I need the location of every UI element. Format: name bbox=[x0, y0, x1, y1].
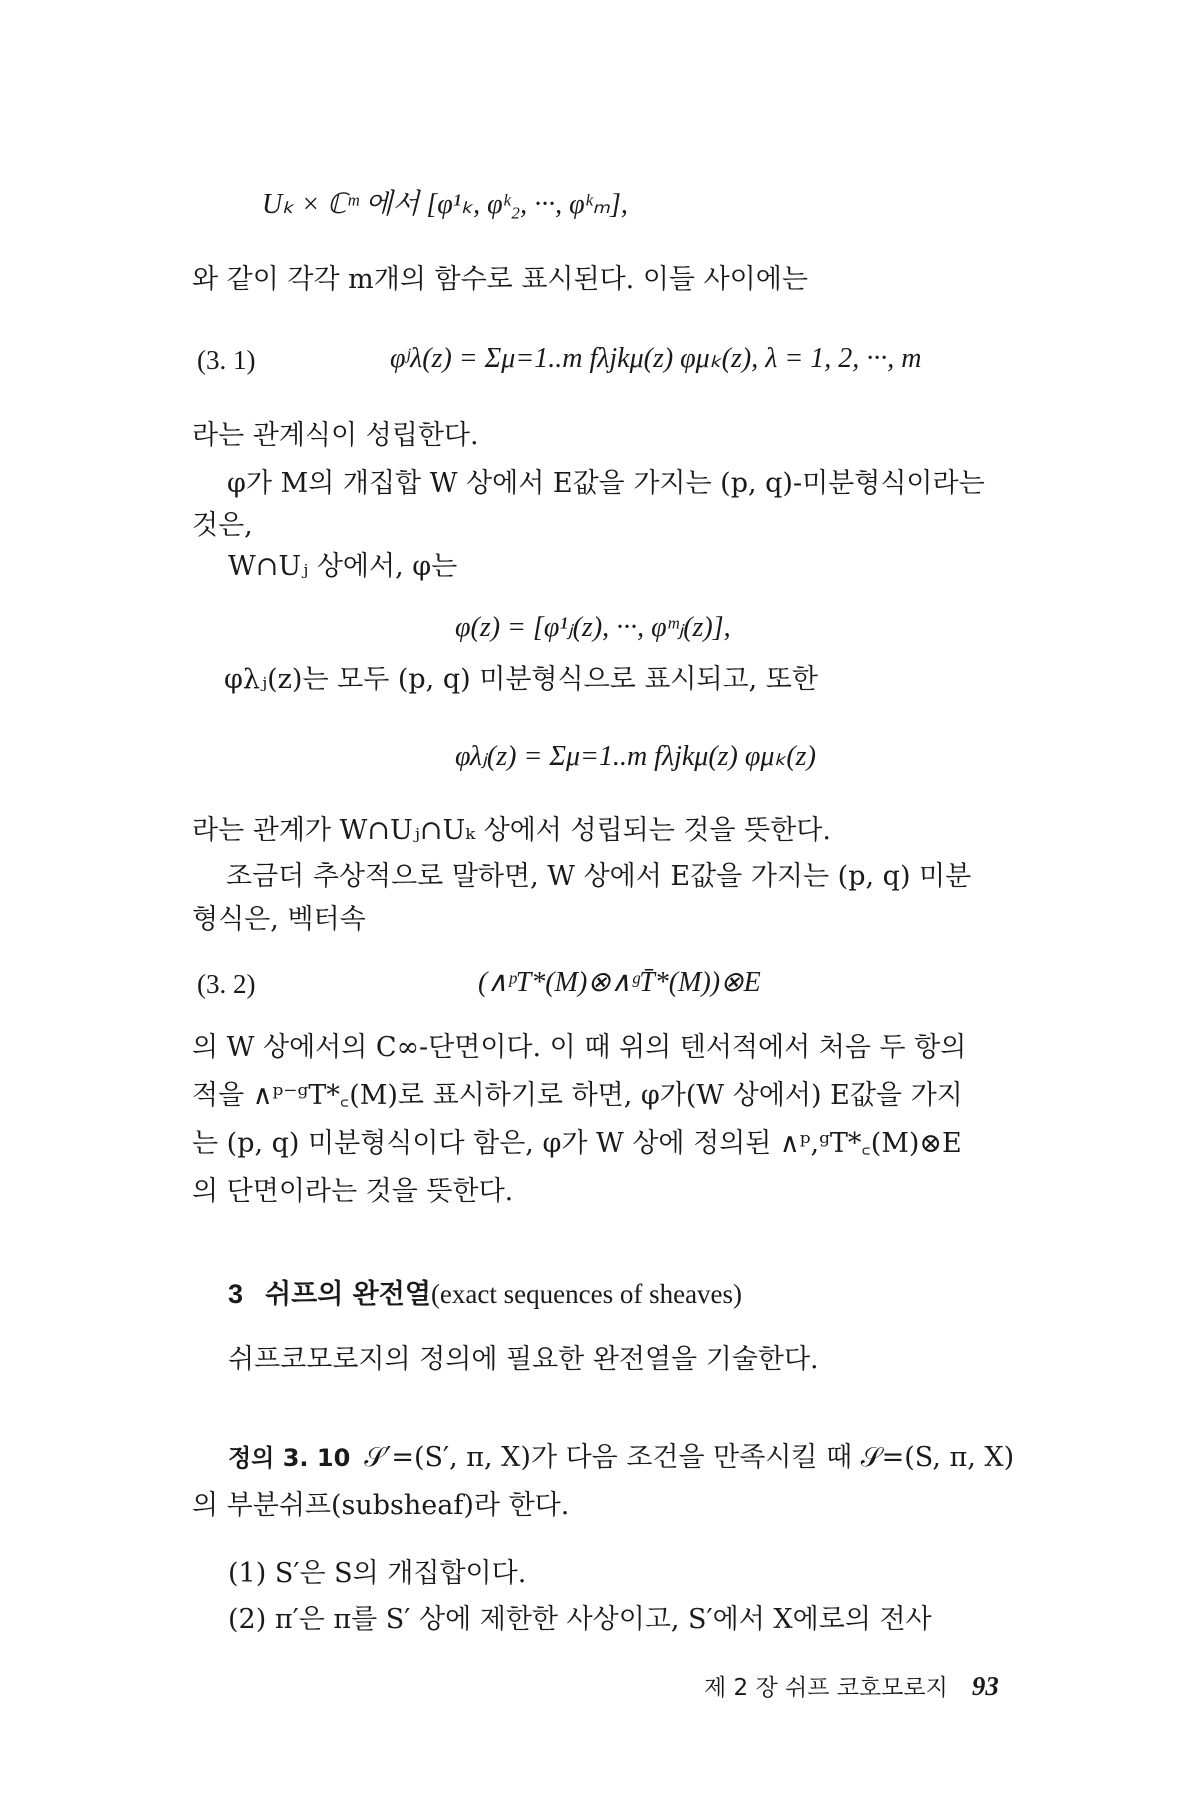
definition-label: 정의 3. 10 bbox=[228, 1444, 351, 1472]
equation-3-2: (∧ᵖT*(M)⊗∧ᵍT̄*(M))⊗E bbox=[478, 967, 761, 998]
body-text-line: 는 (p, q) 미분형식이다 함은, φ가 W 상에 정의된 ∧ᵖ,ᵍT*꜀(M)⊗E bbox=[192, 1128, 962, 1159]
definition-first-line bbox=[228, 1442, 1014, 1474]
equation-number: (3. 1) bbox=[197, 345, 256, 375]
body-text-line: 의 W 상에서의 C∞-단면이다. 이 때 위의 텐서적에서 처음 두 항의 bbox=[192, 1032, 967, 1063]
body-text-line: 것은, bbox=[192, 510, 253, 541]
section-number: 3 bbox=[228, 1279, 244, 1309]
body-text-line: W∩Uⱼ 상에서, φ는 bbox=[228, 551, 458, 582]
equation-phi: φ(z) = [φ¹ⱼ(z), ···, φᵐⱼ(z)], bbox=[455, 612, 731, 643]
body-text-line: 적을 ∧ᵖ⁻ᵍT*꜀(M)로 표시하기로 하면, φ가(W 상에서) E값을 가지 bbox=[192, 1080, 963, 1111]
equation-3-1: φʲλ(z) = Σμ=1..m fλjkμ(z) φμₖ(z), λ = 1, 2, ···, m bbox=[390, 343, 922, 374]
definition-item: (2) π′은 π를 S′ 상에 제한한 사상이고, S′에서 X에로의 전사 bbox=[228, 1604, 932, 1635]
running-head: 제 2 장 쉬프 코호모로지 bbox=[704, 1675, 948, 1701]
body-text-line: φλⱼ(z)는 모두 (p, q) 미분형식으로 표시되고, 또한 bbox=[224, 664, 818, 695]
definition-text: 𝒮′=(S′, π, X)가 다음 조건을 만족시킬 때 𝒮=(S, π, X) bbox=[364, 1442, 1015, 1473]
section-heading bbox=[228, 1278, 742, 1311]
body-text-line: 형식은, 벡터속 bbox=[192, 904, 366, 935]
body-text-line: 라는 관계가 W∩Uⱼ∩Uₖ 상에서 성립되는 것을 뜻한다. bbox=[192, 815, 831, 846]
equation-phi-sum: φλⱼ(z) = Σμ=1..m fλjkμ(z) φμₖ(z) bbox=[455, 741, 816, 772]
body-text-line: 라는 관계식이 성립한다. bbox=[192, 420, 479, 451]
section-intro: 쉬프코모로지의 정의에 필요한 완전열을 기술한다. bbox=[228, 1344, 819, 1375]
page-footer bbox=[704, 1670, 999, 1703]
page-number: 93 bbox=[971, 1671, 999, 1701]
body-text-line: 의 단면이라는 것을 뜻한다. bbox=[192, 1176, 514, 1207]
equation-line: Uₖ × ℂᵐ 에서 [φ¹ₖ, φᵏ₂, ···, φᵏₘ], bbox=[262, 189, 628, 220]
body-text-line: 와 같이 각각 m개의 함수로 표시된다. 이들 사이에는 bbox=[192, 264, 808, 295]
body-text-line: 조금더 추상적으로 말하면, W 상에서 E값을 가지는 (p, q) 미분 bbox=[226, 861, 972, 892]
definition-line: 의 부분쉬프(subsheaf)라 한다. bbox=[192, 1490, 570, 1521]
definition-item: (1) S′은 S의 개집합이다. bbox=[228, 1558, 527, 1589]
section-title-english: (exact sequences of sheaves) bbox=[430, 1279, 743, 1309]
body-text-line: φ가 M의 개집합 W 상에서 E값을 가지는 (p, q)-미분형식이라는 bbox=[227, 468, 985, 499]
equation-number: (3. 2) bbox=[197, 969, 256, 999]
section-title-korean: 쉬프의 완전열 bbox=[265, 1279, 431, 1310]
